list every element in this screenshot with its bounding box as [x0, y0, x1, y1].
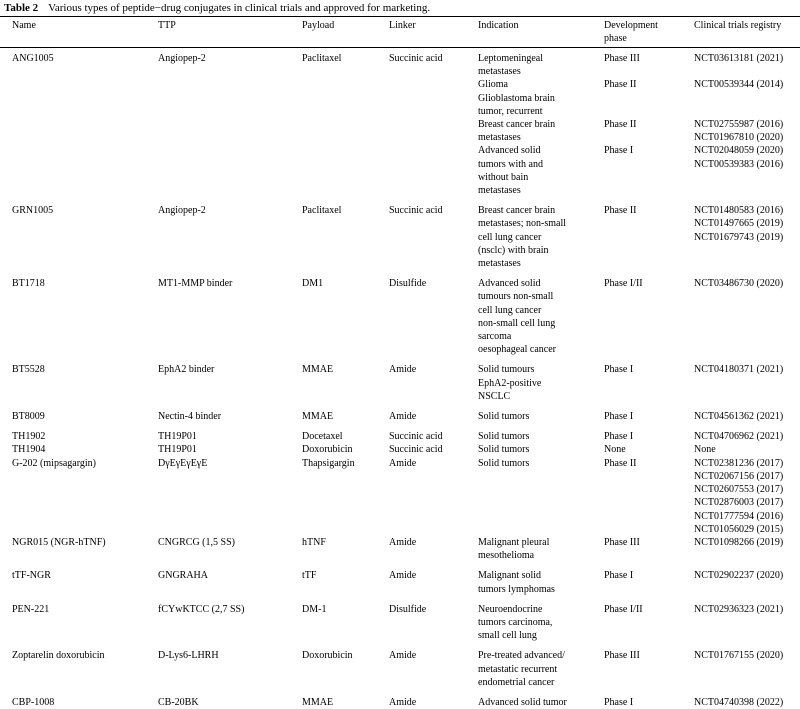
- cell-indication-line: oesophageal cancer: [478, 344, 557, 356]
- cell-empty: [302, 144, 389, 197]
- cell-phase: Phase II: [604, 79, 637, 91]
- cell-indication-line: Pre-treated advanced/: [478, 650, 565, 662]
- cell-indication-line: Solid tumors: [478, 411, 530, 423]
- cell-ttp: DγEγEγEγE: [158, 457, 208, 469]
- cell-ttp: Nectin-4 binder: [158, 411, 222, 423]
- cell-linker: Succinic acid: [389, 444, 443, 456]
- table-row: [0, 596, 800, 643]
- cell-registry-line: NCT01098266 (2019): [694, 536, 784, 548]
- cell-name: BT1718: [12, 278, 45, 290]
- cell-linker: Amide: [389, 364, 417, 376]
- cell-phase: Phase II: [604, 119, 637, 131]
- cell-indication: [478, 118, 604, 144]
- table-row: [0, 689, 800, 709]
- table-body: [0, 47, 800, 709]
- cell-indication: [478, 78, 604, 91]
- cell-indication-line: Advanced solid: [478, 278, 541, 290]
- cell-registry-line: NCT01777594 (2016): [694, 510, 784, 522]
- cell-indication-line: Malignant solid: [478, 570, 542, 582]
- cell-empty: [158, 118, 302, 144]
- cell-name: BT8009: [12, 411, 45, 423]
- cell-payload: Paclitaxel: [302, 53, 342, 64]
- table-row: [0, 144, 800, 197]
- cell-linker: Amide: [389, 650, 417, 662]
- table-row: [0, 78, 800, 91]
- cell-phase: Phase III: [604, 53, 640, 64]
- cell-ttp: D-Lys6-LHRH: [158, 650, 219, 662]
- cell-registry-line: NCT01967810 (2020): [694, 132, 784, 144]
- cell-name: ANG1005: [12, 53, 54, 64]
- cell-registry-line: NCT02607553 (2017): [694, 484, 784, 496]
- cell-indication-line: Breast cancer brain: [478, 119, 556, 131]
- cell-empty: [389, 144, 478, 197]
- cell-phase: Phase I: [604, 364, 634, 376]
- cell-indication-line: NSCLC: [478, 390, 511, 402]
- cell-ttp: CNGRCG (1,5 SS): [158, 536, 235, 548]
- cell-indication-line: Solid tumors: [478, 457, 530, 469]
- cell-indication: [478, 596, 604, 643]
- table-row: [0, 47, 800, 78]
- table-row: [0, 118, 800, 144]
- table-row: [0, 356, 800, 403]
- column-header: Linker: [389, 20, 416, 31]
- cell-registry: [694, 642, 800, 689]
- cell-name: Zoptarelin doxorubicin: [12, 650, 105, 662]
- cell-indication-line: Solid tumors: [478, 444, 530, 456]
- cell-phase: Phase II: [604, 457, 637, 469]
- cell-indication-line: tumors carcinoma,: [478, 616, 553, 628]
- table-caption: [4, 1, 430, 15]
- cell-indication-line: mesothelioma: [478, 550, 535, 562]
- cell-phase: Phase I: [604, 696, 634, 708]
- cell-empty: [302, 118, 389, 144]
- cell-linker: Amide: [389, 457, 417, 469]
- cell-indication-line: cell lung cancer: [478, 231, 542, 243]
- table-row: [0, 443, 800, 456]
- cell-payload: Thapsigargin: [302, 457, 355, 469]
- cell-phase: Phase III: [604, 536, 640, 548]
- cell-indication: [478, 270, 604, 356]
- cell-indication: [478, 536, 604, 562]
- cell-linker: Disulfide: [389, 603, 427, 615]
- cell-indication-line: metastases: [478, 132, 521, 144]
- cell-payload: hTNF: [302, 536, 326, 548]
- cell-phase: Phase I/II: [604, 603, 643, 615]
- cell-linker: Amide: [389, 536, 417, 548]
- cell-registry-line: NCT02936323 (2021): [694, 603, 784, 615]
- cell-indication: [478, 92, 604, 118]
- cell-indication-line: Glioma: [478, 79, 508, 91]
- cell-phase: Phase I: [604, 145, 634, 157]
- cell-ttp: TH19P01: [158, 431, 197, 443]
- cell-indication: [478, 562, 604, 595]
- cell-registry-line: NCT04180371 (2021): [694, 364, 784, 376]
- cell-registry: [694, 270, 800, 356]
- table-title: Various types of peptide−drug conjugates in clinical trials and approved for marketing.: [48, 2, 431, 14]
- cell-ttp: fCYwKTCC (2,7 SS): [158, 603, 245, 615]
- cell-indication-line: Glioblastoma brain: [478, 92, 555, 104]
- cell-indication-line: tumors lymphomas: [478, 583, 555, 595]
- cell-indication: [478, 144, 604, 197]
- cell-phase: Phase III: [604, 650, 640, 662]
- cell-payload: Doxorubicin: [302, 444, 353, 456]
- cell-registry: [694, 443, 800, 456]
- cell-linker: Amide: [389, 570, 417, 582]
- cell-payload: Doxorubicin: [302, 650, 353, 662]
- cell-indication-line: tumor, recurrent: [478, 105, 543, 117]
- cell-indication-line: Leptomeningeal: [478, 53, 543, 64]
- header-row: [0, 17, 800, 47]
- cell-indication: [478, 457, 604, 536]
- column-header: Indication: [478, 20, 519, 31]
- cell-registry-line: NCT00539344 (2014): [694, 79, 784, 91]
- cell-indication-line: Solid tumours: [478, 364, 535, 376]
- cell-empty: [389, 118, 478, 144]
- cell-registry-line: NCT01767155 (2020): [694, 650, 784, 662]
- cell-empty: [158, 78, 302, 91]
- cell-registry-line: NCT02902237 (2020): [694, 570, 784, 582]
- cell-registry-line: NCT01480583 (2016): [694, 205, 784, 217]
- cell-registry-line: None: [694, 444, 716, 456]
- cell-name: tTF-NGR: [12, 570, 51, 582]
- cell-indication-line: without bain: [478, 171, 529, 183]
- table-row: [0, 457, 800, 536]
- cell-ttp: Angiopep-2: [158, 53, 206, 64]
- cell-indication-line: tumors with and: [478, 158, 543, 170]
- cell-empty: [0, 92, 158, 118]
- cell-payload: MMAE: [302, 411, 334, 423]
- cell-payload: DM-1: [302, 603, 327, 615]
- cell-indication: [478, 443, 604, 456]
- cell-ttp: CB-20BK: [158, 696, 199, 708]
- column-header: TTP: [158, 20, 176, 31]
- cell-empty: [302, 92, 389, 118]
- cell-registry-line: NCT03613181 (2021): [694, 53, 784, 64]
- cell-registry: [694, 47, 800, 78]
- cell-indication-line: cell lung cancer: [478, 304, 542, 316]
- table-number: Table 2: [4, 2, 39, 14]
- cell-payload: Docetaxel: [302, 431, 343, 443]
- cell-linker: Amide: [389, 696, 417, 708]
- cell-payload: DM1: [302, 278, 324, 290]
- cell-registry-line: NCT01497665 (2019): [694, 218, 784, 230]
- cell-indication-line: metastatic recurrent: [478, 663, 558, 675]
- cell-empty: [389, 78, 478, 91]
- cell-registry-line: NCT00539383 (2016): [694, 158, 784, 170]
- cell-registry: [694, 118, 800, 144]
- cell-payload: MMAE: [302, 696, 334, 708]
- pdc-table: [0, 17, 800, 709]
- cell-linker: Succinic acid: [389, 53, 443, 64]
- column-header: Clinical trials registry: [694, 20, 782, 31]
- cell-phase: Phase I: [604, 411, 634, 423]
- cell-payload: MMAE: [302, 364, 334, 376]
- cell-registry-line: NCT02381236 (2017): [694, 457, 784, 469]
- cell-indication-line: endometrial cancer: [478, 676, 555, 688]
- cell-registry: [694, 596, 800, 643]
- cell-phase: [604, 92, 694, 118]
- cell-registry: [694, 536, 800, 562]
- cell-indication: [478, 47, 604, 78]
- cell-registry: [694, 197, 800, 270]
- cell-indication-line: Advanced solid: [478, 145, 541, 157]
- cell-registry-line: NCT02876003 (2017): [694, 497, 784, 509]
- cell-registry-line: NCT04706962 (2021): [694, 431, 784, 443]
- cell-registry-line: NCT04740398 (2022): [694, 696, 784, 708]
- cell-indication-line: Advanced solid tumor: [478, 696, 567, 708]
- cell-ttp: TH19P01: [158, 444, 197, 456]
- cell-indication-line: non-small cell lung: [478, 317, 556, 329]
- cell-indication-line: (nsclc) with brain: [478, 244, 549, 256]
- cell-phase: Phase I: [604, 570, 634, 582]
- cell-indication-line: Solid tumors: [478, 431, 530, 443]
- cell-linker: Succinic acid: [389, 431, 443, 443]
- cell-empty: [0, 144, 158, 197]
- cell-registry-line: NCT03486730 (2020): [694, 278, 784, 290]
- cell-linker: Disulfide: [389, 278, 427, 290]
- cell-ttp: Angiopep-2: [158, 205, 206, 217]
- cell-registry-line: NCT01056029 (2015): [694, 523, 784, 535]
- cell-empty: [389, 92, 478, 118]
- cell-indication-line: sarcoma: [478, 331, 512, 343]
- cell-empty: [0, 118, 158, 144]
- cell-registry: [694, 403, 800, 423]
- cell-registry-line: NCT04561362 (2021): [694, 411, 784, 423]
- cell-indication-line: metastases: [478, 185, 521, 197]
- cell-indication-line: Breast cancer brain: [478, 205, 556, 217]
- cell-name: NGR015 (NGR-hTNF): [12, 536, 106, 548]
- cell-name: BT5528: [12, 364, 45, 376]
- cell-indication: [478, 356, 604, 403]
- cell-registry: [694, 562, 800, 595]
- cell-empty: [302, 78, 389, 91]
- table-row: [0, 92, 800, 118]
- cell-registry-line: NCT01679743 (2019): [694, 231, 784, 243]
- table-row: [0, 536, 800, 562]
- cell-registry-line: NCT02067156 (2017): [694, 470, 784, 482]
- cell-linker: Amide: [389, 411, 417, 423]
- cell-name: GRN1005: [12, 205, 54, 217]
- cell-indication-line: metastases: [478, 66, 521, 78]
- column-header: Payload: [302, 20, 335, 31]
- column-header: Development phase: [604, 20, 658, 45]
- table-row: [0, 197, 800, 270]
- column-header: Name: [12, 20, 36, 31]
- cell-payload: Paclitaxel: [302, 205, 342, 217]
- cell-indication: [478, 403, 604, 423]
- cell-indication-line: metastases: [478, 258, 521, 270]
- cell-name: TH1902: [12, 431, 46, 443]
- cell-registry: [694, 144, 800, 197]
- cell-empty: [158, 144, 302, 197]
- table-row: [0, 423, 800, 443]
- cell-registry: [694, 423, 800, 443]
- cell-indication-line: Malignant pleural: [478, 536, 550, 548]
- table-row: [0, 562, 800, 595]
- cell-name: TH1904: [12, 444, 46, 456]
- cell-name: PEN-221: [12, 603, 50, 615]
- table-row: [0, 270, 800, 356]
- cell-indication: [478, 197, 604, 270]
- cell-phase: None: [604, 444, 626, 456]
- cell-indication-line: small cell lung: [478, 630, 537, 642]
- cell-ttp: EphA2 binder: [158, 364, 215, 376]
- cell-registry-line: NCT02755987 (2016): [694, 119, 784, 131]
- cell-registry: [694, 689, 800, 709]
- cell-name: CBP-1008: [12, 696, 55, 708]
- cell-empty: [0, 78, 158, 91]
- cell-registry: [694, 78, 800, 91]
- cell-registry: [694, 92, 800, 118]
- cell-ttp: MT1-MMP binder: [158, 278, 233, 290]
- cell-registry: [694, 356, 800, 403]
- cell-indication-line: EphA2-positive: [478, 377, 542, 389]
- table-row: [0, 642, 800, 689]
- cell-ttp: GNGRAHA: [158, 570, 208, 582]
- cell-indication-line: tumours non-small: [478, 291, 554, 303]
- cell-phase: Phase II: [604, 205, 637, 217]
- cell-phase: Phase I: [604, 431, 634, 443]
- cell-linker: Succinic acid: [389, 205, 443, 217]
- cell-empty: [158, 92, 302, 118]
- cell-indication: [478, 642, 604, 689]
- cell-indication: [478, 689, 604, 709]
- cell-registry: [694, 457, 800, 536]
- cell-indication: [478, 423, 604, 443]
- cell-phase: Phase I/II: [604, 278, 643, 290]
- cell-name: G-202 (mipsagargin): [12, 457, 96, 469]
- cell-registry-line: NCT02048059 (2020): [694, 145, 784, 157]
- cell-indication-line: Neuroendocrine: [478, 603, 543, 615]
- cell-payload: tTF: [302, 570, 317, 582]
- cell-indication-line: metastases; non-small: [478, 218, 567, 230]
- table-row: [0, 403, 800, 423]
